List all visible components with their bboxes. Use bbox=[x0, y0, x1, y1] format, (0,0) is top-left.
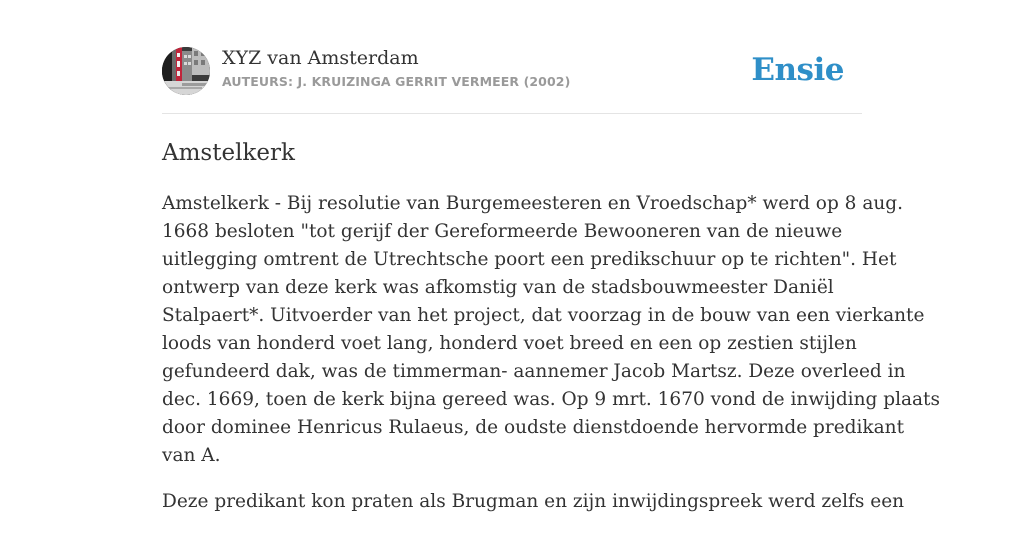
text-line: loods van honderd voet lang, honderd voet breed en een op zestien stijlen bbox=[162, 333, 857, 354]
book-cover-image bbox=[162, 47, 210, 95]
text-line: dec. 1669, toen de kerk bijna gereed was. Op 9 mrt. 1670 vond de inwijding plaats bbox=[162, 389, 940, 410]
text-line: 1668 besloten "tot gerijf der Gereformeerde Bewooneren van de nieuwe bbox=[162, 221, 843, 242]
book-title[interactable]: XYZ van Amsterdam bbox=[222, 47, 419, 69]
header-divider bbox=[162, 113, 862, 114]
text-line: ontwerp van deze kerk was afkomstig van de stadsbouwmeester Daniël bbox=[162, 277, 834, 298]
entry-paragraph-1 bbox=[162, 190, 940, 470]
text-line: Deze predikant kon praten als Brugman en zijn inwijdingspreek werd zelfs een bbox=[162, 491, 905, 512]
book-cover-avatar[interactable] bbox=[162, 47, 210, 95]
text-line: Stalpaert*. Uitvoerder van het project, dat voorzag in de bouw van een vierkante bbox=[162, 305, 925, 326]
entry-body bbox=[162, 190, 940, 534]
book-header bbox=[162, 46, 862, 96]
text-line: uitlegging omtrent de Utrechtsche poort een predikschuur op te richten". Het bbox=[162, 249, 897, 270]
ensie-logo-link[interactable]: Ensie bbox=[751, 52, 844, 88]
text-line: Amstelkerk - Bij resolutie van Burgemeesteren en Vroedschap* werd op 8 aug. bbox=[162, 193, 903, 214]
entry-title: Amstelkerk bbox=[162, 140, 295, 166]
text-line: door dominee Henricus Rulaeus, de oudste dienstdoende hervormde predikant bbox=[162, 417, 905, 438]
text-line: gefundeerd dak, was de timmerman- aannemer Jacob Martsz. Deze overleed in bbox=[162, 361, 906, 382]
book-authors: AUTEURS: J. KRUIZINGA GERRIT VERMEER (2002) bbox=[222, 74, 571, 89]
text-line: van A. bbox=[162, 445, 221, 466]
